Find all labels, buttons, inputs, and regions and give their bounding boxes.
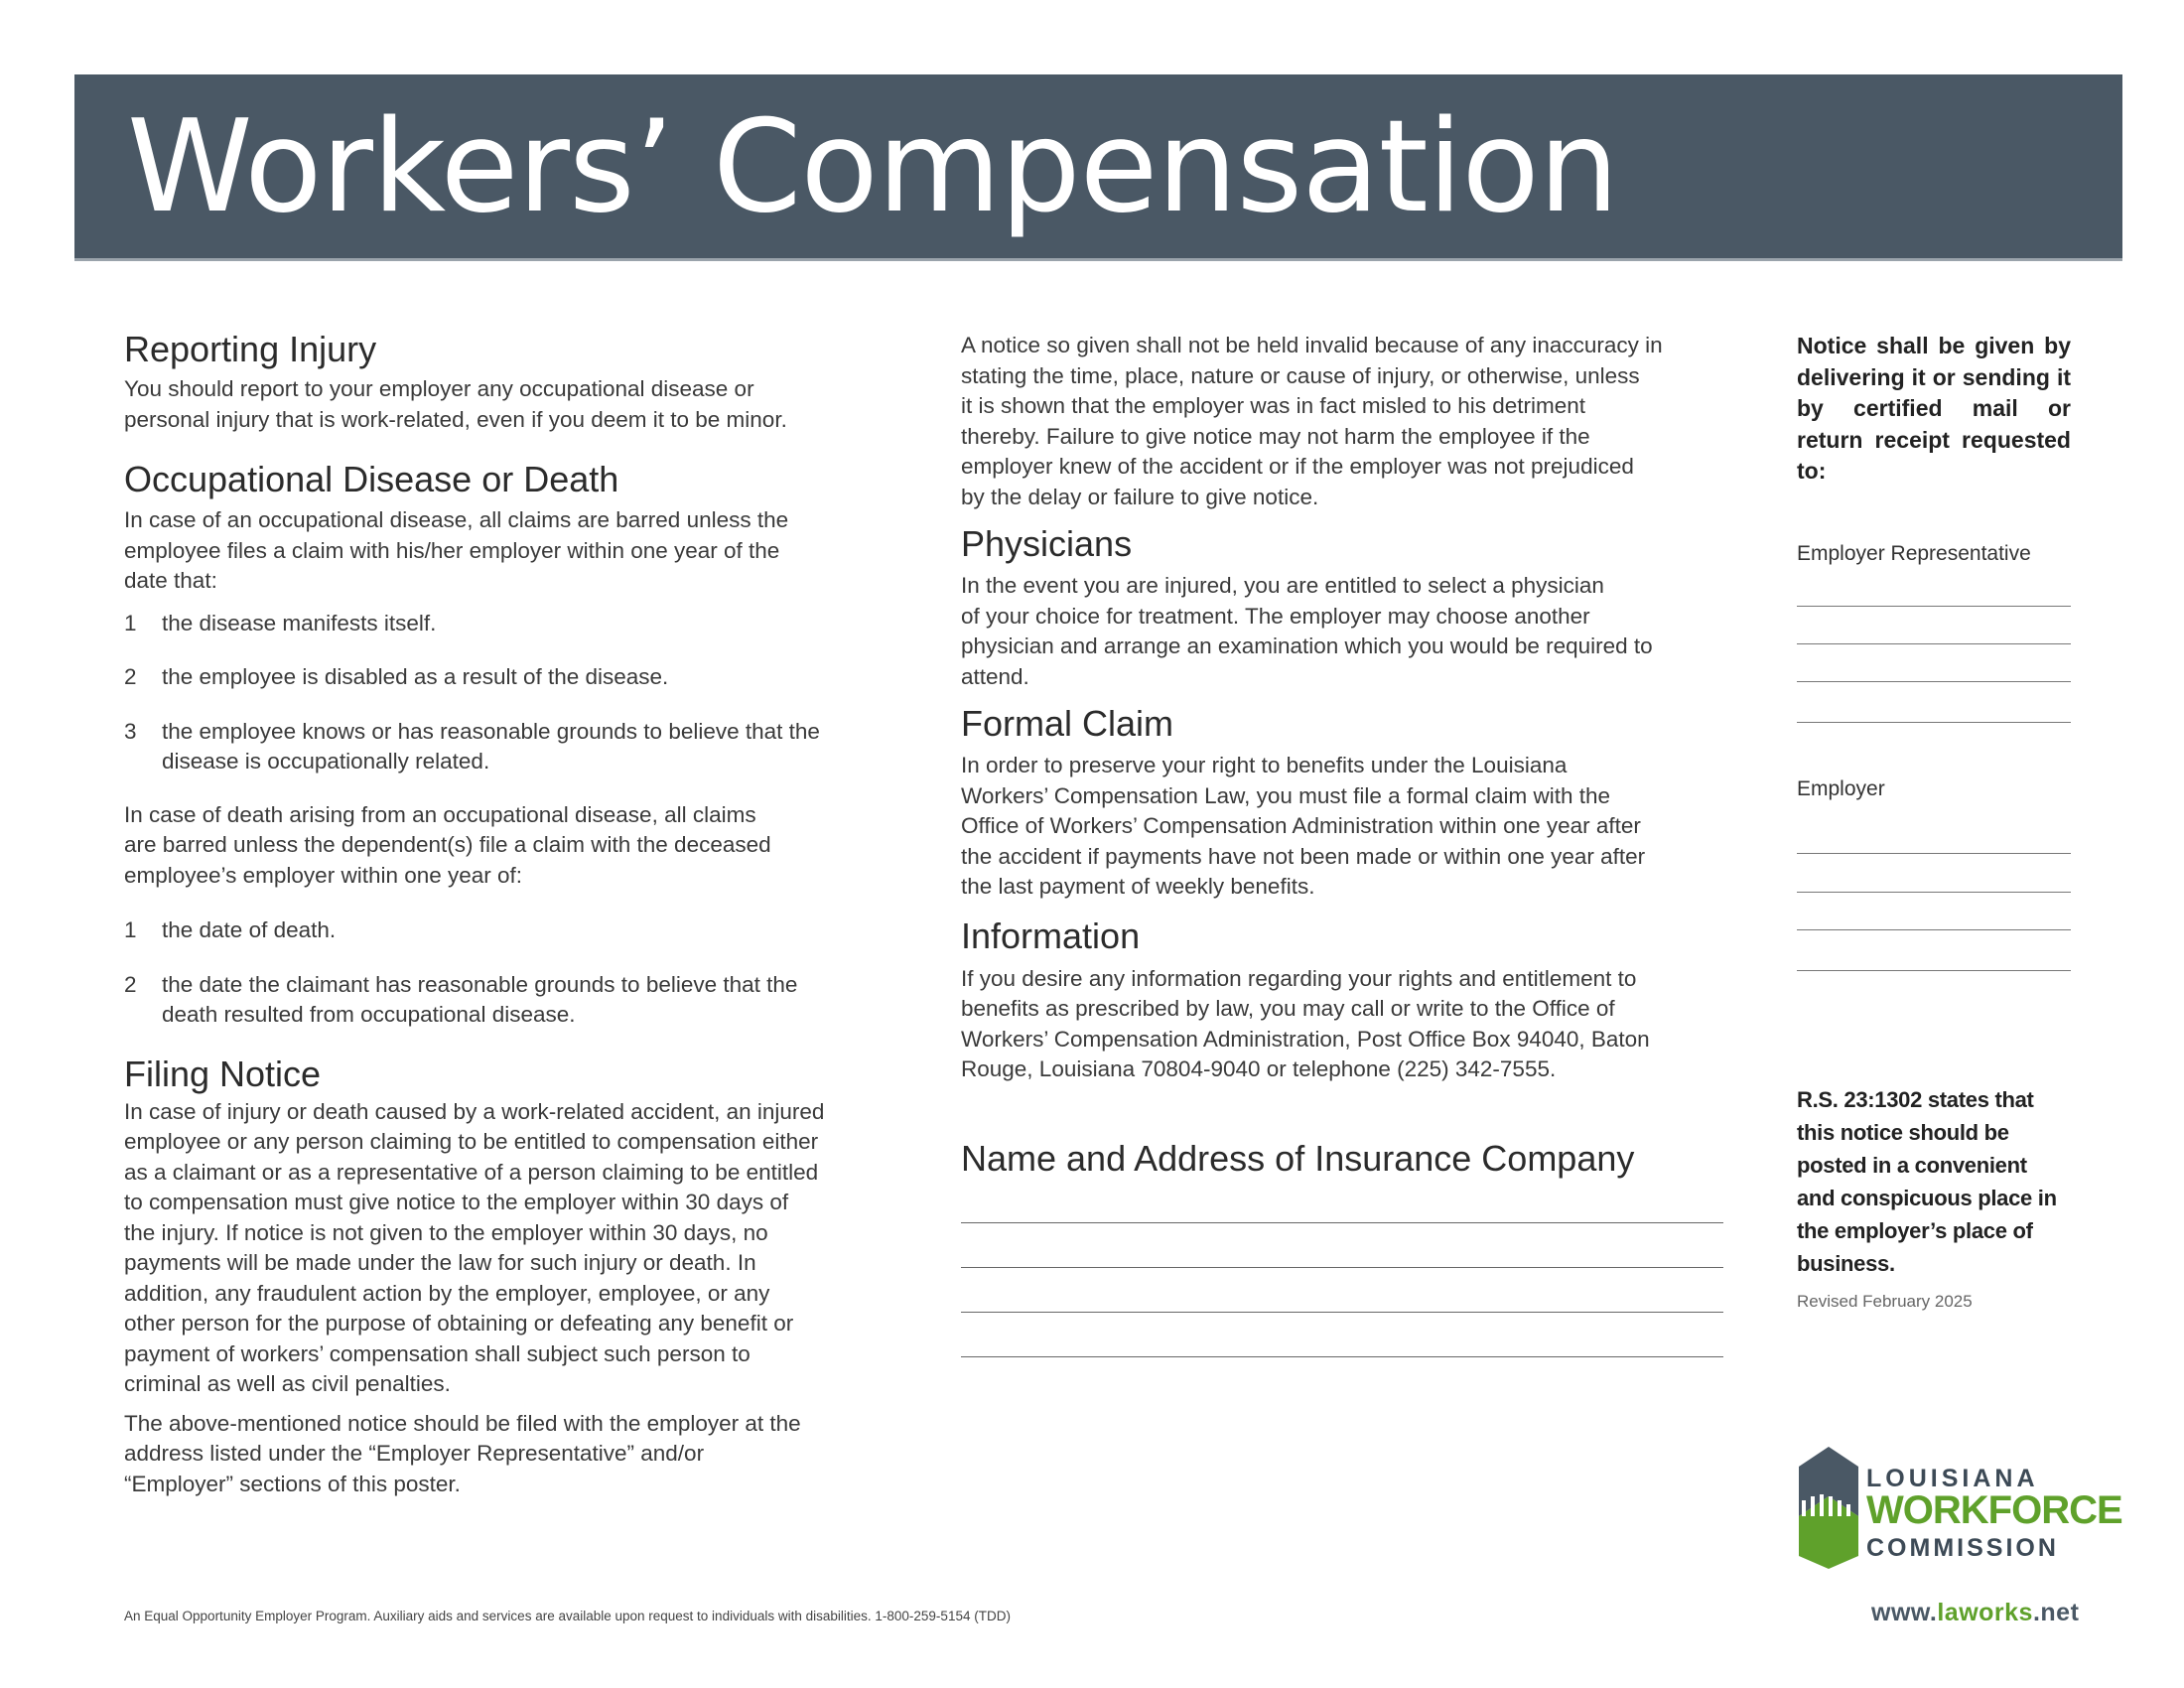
heading-insurance-company: Name and Address of Insurance Company [961, 1137, 1635, 1179]
reporting-injury-text: You should report to your employer any occupational disease or personal injury that is work-related, even if you deem it to be minor. [124, 376, 787, 432]
employer-lines [1797, 853, 2071, 971]
employer-line [1797, 853, 2071, 854]
column-left [124, 328, 888, 1499]
list-item: 1 the disease manifests itself. [124, 610, 437, 635]
logo-line-commission: COMMISSION [1866, 1534, 2059, 1562]
logo-line-workforce: WORKFORCE [1866, 1488, 2122, 1532]
employer-representative-line [1797, 606, 2071, 607]
insurance-lines [961, 1222, 1725, 1357]
employer-representative-line [1797, 681, 2071, 682]
column-middle [961, 331, 1725, 1357]
employer-representative-line [1797, 722, 2071, 723]
notice-validity-text: A notice so given shall not be held invalid because of any inaccuracy in stating the time, place, nature or cause of injury, or otherwise, unless it is shown that the employer was in fact misled to his detriment thereby. Failure to give notice may not harm the employee if the employer knew of the accident or if the employer was not prejudiced by the delay or failure to give notice. [961, 333, 1663, 509]
list-item: 2 the employee is disabled as a result of the disease. [124, 664, 669, 689]
revised-date: Revised February 2025 [1797, 1291, 1973, 1311]
lwc-emblem-icon [1797, 1445, 1866, 1569]
website-link[interactable]: www.laworks.net [1871, 1599, 2080, 1626]
heading-information: Information [961, 914, 1141, 956]
footer-disclaimer: An Equal Opportunity Employer Program. Auxiliary aids and services are available upon request to individuals with disabilities. 1-800-259-5154 (TDD) [124, 1609, 1011, 1623]
notice-delivery-heading: Notice shall be given by delivering it or sending it by certified mail or return receipt requested to: [1797, 333, 2071, 484]
employer-representative-line [1797, 643, 2071, 644]
heading-occupational-disease: Occupational Disease or Death [124, 459, 619, 499]
insurance-line [961, 1267, 1723, 1268]
list-item: 2 the date the claimant has reasonable grounds to believe that the death resulted from occupational disease. [124, 971, 798, 1027]
list-item: 1 the date of death. [124, 917, 337, 942]
death-intro-text: In case of death arising from an occupational disease, all claims are barred unless the dependent(s) file a claim with the deceased employee’s employer within one year of: [124, 801, 771, 888]
employer-line [1797, 970, 2071, 971]
list-item: 3 the employee knows or has reasonable grounds to believe that the disease is occupationally related. [124, 718, 820, 774]
heading-filing-notice: Filing Notice [124, 1053, 322, 1094]
insurance-line [961, 1356, 1723, 1357]
heading-formal-claim: Formal Claim [961, 703, 1174, 744]
page-title: Workers’ Compensation [127, 93, 1618, 241]
information-text: If you desire any information regarding your rights and entitlement to benefits as prescribed by law, you may call or write to the Office of Workers’ Compensation Administration, Post Office Box 94040, Baton Rouge, Louisiana 70804-9040 or telephone (225) 342-7555. [961, 965, 1650, 1081]
death-conditions-list [124, 915, 888, 1031]
filing-location-text: The above-mentioned notice should be filed with the employer at the address listed under the “Employer Representative” and/or “Employer” sections of this poster. [124, 1410, 801, 1496]
heading-reporting-injury: Reporting Injury [124, 329, 377, 369]
employer-line [1797, 892, 2071, 893]
occupational-conditions-list [124, 609, 888, 777]
logo-line-louisiana: LOUISIANA [1866, 1465, 2039, 1492]
employer-label: Employer [1797, 776, 1885, 800]
title-banner [74, 74, 2122, 261]
insurance-line [961, 1312, 1723, 1313]
heading-physicians: Physicians [961, 523, 1133, 564]
filing-notice-text: In case of injury or death caused by a work-related accident, an injured employee or any person claiming to be entitled to compensation either as a claimant or as a representative of a person claiming to be entitled to compensation must give notice to the employer within 30 days of the injury. If notice is not given to the employer within 30 days, no payments will be made under the law for such injury or death. In addition, any fraudulent action by the employer, employee, or any other person for the purpose of obtaining or defeating any benefit or payment of workers’ compensation shall subject such person to criminal as well as civil penalties. [124, 1098, 825, 1396]
column-right [1797, 331, 2071, 1314]
posting-requirement-note: R.S. 23:1302 states that this notice should be posted in a convenient and conspicuous place in the employer’s place of business. [1797, 1086, 2057, 1276]
employer-representative-label: Employer Representative [1797, 541, 2031, 565]
louisiana-workforce-commission-logo [1797, 1445, 2122, 1569]
insurance-line [961, 1222, 1723, 1223]
employer-line [1797, 929, 2071, 930]
employer-representative-lines [1797, 606, 2071, 723]
physicians-text: In the event you are injured, you are entitled to select a physician of your choice for treatment. The employer may choose another physician and arrange an examination which you would be required to attend. [961, 573, 1653, 689]
occupational-intro-text: In case of an occupational disease, all claims are barred unless the employee files a claim with his/her employer within one year of the date that: [124, 507, 789, 593]
formal-claim-text: In order to preserve your right to benefits under the Louisiana Workers’ Compensation Law, you must file a formal claim with the Office of Workers’ Compensation Administration within one year after the accident if payments have not been made or within one year after the last payment of weekly benefits. [961, 753, 1646, 899]
